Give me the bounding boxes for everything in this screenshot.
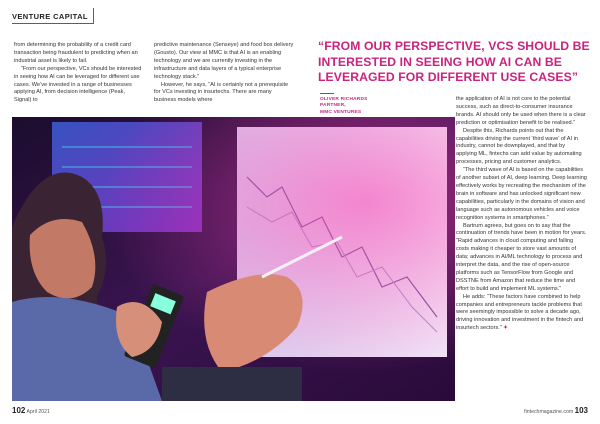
attribution-rule [320, 93, 334, 94]
section-label: VENTURE CAPITAL [12, 8, 94, 24]
end-mark-icon: ✦ [503, 325, 508, 332]
quote-attribution [320, 97, 420, 116]
article-column-left [14, 42, 142, 117]
attribution-role: PARTNER, [320, 103, 346, 109]
paragraph [456, 294, 587, 334]
page-number-right: 103 [574, 406, 588, 415]
article-photo [12, 117, 455, 401]
pull-quote: “FROM OUR PERSPECTIVE, VCS SHOULD BE INTERESTED IN SEEING HOW AI CAN BE LEVERAGED FOR DIFFERENT USE CASES” [318, 39, 590, 85]
paragraph-text: He adds: “These factors have combined to help companies and entrepreneurs tackle problems that were seemingly impossible to solve a decade ago, driving innovation and investment in the fintech and insurtech sectors.” [456, 293, 584, 332]
issue-date: April 2021 [26, 409, 50, 415]
attribution-name: OLIVER RICHARDS [320, 97, 368, 102]
article-column-right [456, 96, 587, 402]
paragraph: predictive maintenance (Senseye) and food box delivery (Gousto). Our view at MMC is that AI is an enabling technology and we are currently investing in the infrastructure and data layers of a typical enterprise technology stack.” [154, 42, 294, 80]
paragraph: “The third wave of AI is based on the capabilities of another subset of AI, deep learning. Deep learning effectively works by recreating the mechanism of the brain in software and has unlocked significant new capabilities, particularly in the domains of vision and language such as autonomous vehicles and voice recognition systems in smartphones.” [456, 167, 587, 221]
paragraph: However, he says, “AI is certainly not a prerequisite for VCs investing in insurtechs. There are many business models where [154, 81, 289, 104]
site-url[interactable]: fintechmagazine.com [524, 409, 574, 415]
paragraph: the application of AI is not core to the potential success, such as direct-to-consumer insurance brands. AI should only be used when there is a clear prediction or optimisation benefit to be realised.” [456, 96, 586, 126]
attribution-company: MMC VENTURES [320, 109, 362, 115]
page-number-left: 102 [12, 406, 26, 415]
paragraph: “From our perspective, VCs should be interested in seeing how AI can be leveraged for different use cases. We’ve invested in a range of businesses applying AI, from decision intelligence (Peak, Signal) to [14, 65, 142, 104]
paragraph: Bartrum agrees, but goes on to say that the continuation of trends have been in motion for years. “Rapid advances in cloud computing and falling costs making it cheaper to store vast amounts of data; advances in AI/ML technology to process and interpret the data, and the rise of open-source platforms such as TensorFlow from Google and DSSTNE from Amazon that reduce the time and effort to build and implement ML systems.” [456, 222, 587, 292]
paragraph: from determining the probability of a credit card transaction being fraudulent to predicting when an industrial asset is likely to fail. [14, 42, 138, 64]
article-column-middle [154, 42, 294, 117]
analyst-photo-icon [12, 117, 455, 401]
footer-right [524, 406, 588, 415]
footer-left [12, 406, 50, 415]
paragraph: Despite this, Richards points out that the capabilities driving the current ‘third wave’ of AI in industry, cannot be downplayed, and that by applying ML, fintechs can add value by automating processes, pricing and customer analytics. [456, 127, 582, 166]
